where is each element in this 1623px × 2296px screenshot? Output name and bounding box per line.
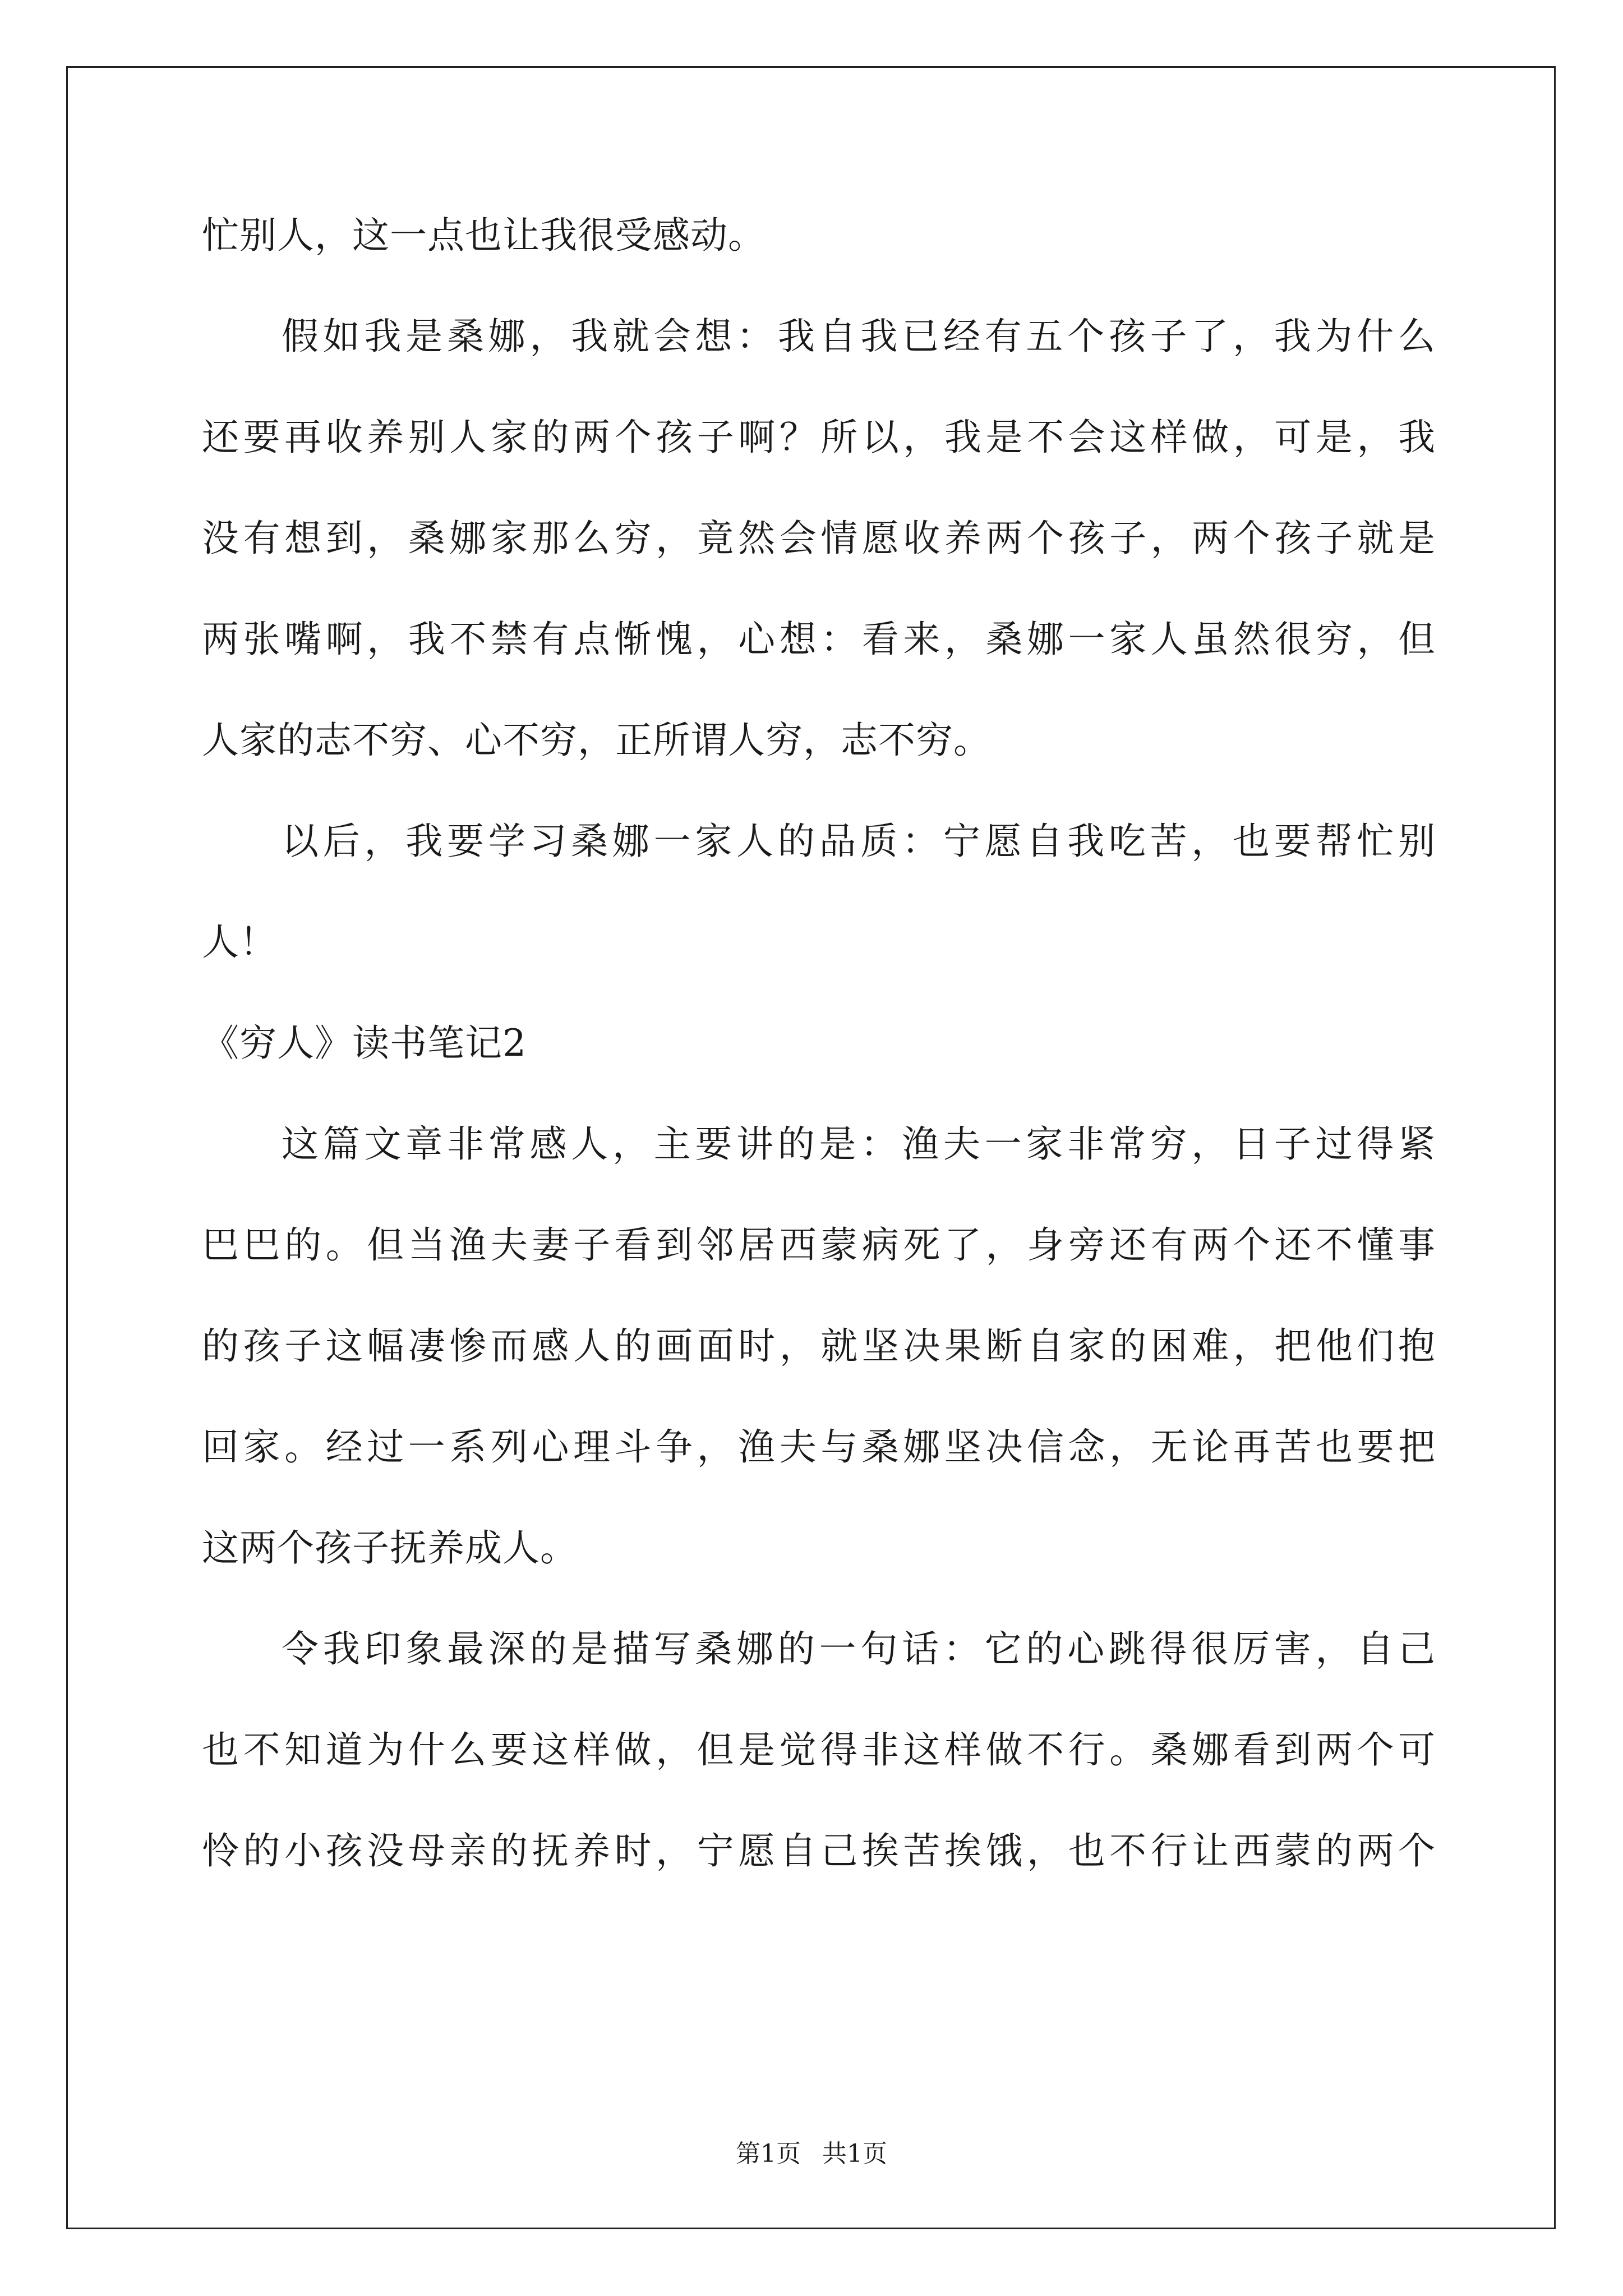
text-line: 还要再收养别人家的两个孩子啊？所以，我是不会这样做，可是，我 xyxy=(202,416,1436,459)
text-line: 以后，我要学习桑娜一家人的品质：宁愿自我吃苦，也要帮忙别 xyxy=(282,820,1436,863)
text-line: 的孩子这幅凄惨而感人的画面时，就坚决果断自家的困难，把他们抱 xyxy=(202,1324,1436,1368)
text-line: 也不知道为什么要这样做，但是觉得非这样做不行。桑娜看到两个可 xyxy=(202,1728,1436,1772)
text-line: 回家。经过一系列心理斗争，渔夫与桑娜坚决信念，无论再苦也要把 xyxy=(202,1425,1436,1469)
page-footer xyxy=(0,2140,1623,2168)
text-line: 人家的志不穷、心不穷，正所谓人穷，志不穷。 xyxy=(202,719,991,762)
text-line: 假如我是桑娜，我就会想：我自我已经有五个孩子了，我为什么 xyxy=(282,315,1436,358)
text-line: 人！ xyxy=(202,921,277,964)
text-line: 这两个孩子抚养成人。 xyxy=(202,1526,578,1570)
page-total: 共1页 xyxy=(822,2139,887,2168)
text-line: 两张嘴啊，我不禁有点惭愧，心想：看来，桑娜一家人虽然很穷，但 xyxy=(202,618,1436,661)
page-number: 第1页 xyxy=(736,2139,801,2168)
text-line: 怜的小孩没母亲的抚养时，宁愿自己挨苦挨饿，也不行让西蒙的两个 xyxy=(202,1829,1436,1872)
text-line: 忙别人，这一点也让我很受感动。 xyxy=(202,214,766,257)
text-line: 令我印象最深的是描写桑娜的一句话：它的心跳得很厉害，自己 xyxy=(282,1627,1436,1671)
text-line: 没有想到，桑娜家那么穷，竟然会情愿收养两个孩子，两个孩子就是 xyxy=(202,517,1436,560)
text-line: 巴巴的。但当渔夫妻子看到邻居西蒙病死了，身旁还有两个还不懂事 xyxy=(202,1223,1436,1267)
text-line: 这篇文章非常感人，主要讲的是：渔夫一家非常穷，日子过得紧 xyxy=(282,1122,1436,1166)
document-body xyxy=(202,213,1436,1930)
section-heading: 《穷人》读书笔记2 xyxy=(202,1022,527,1065)
